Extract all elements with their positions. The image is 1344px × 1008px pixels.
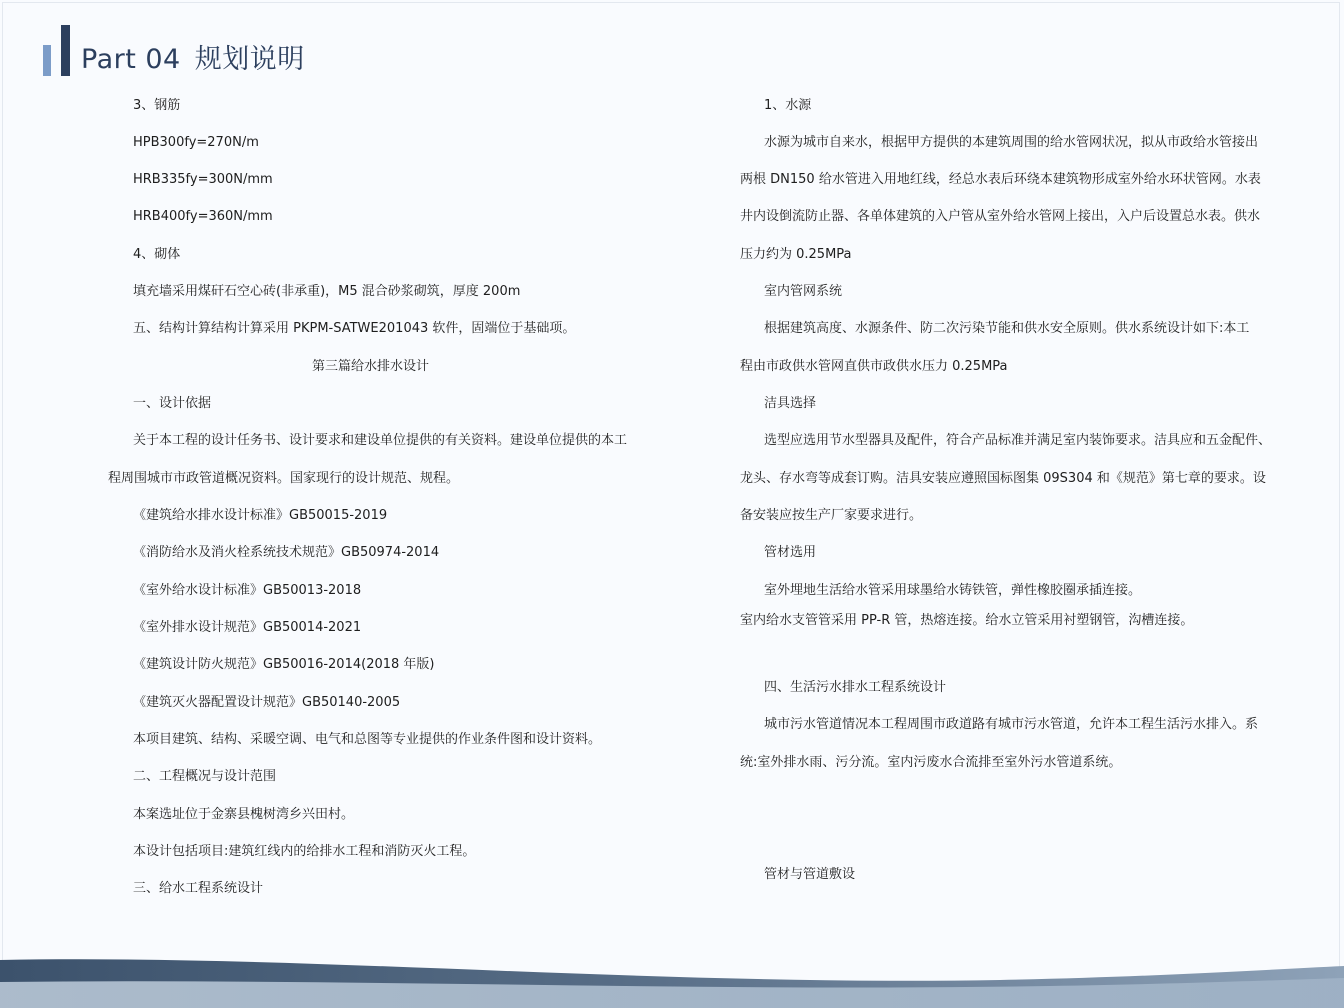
left-line-chapter-title: 第三篇给水排水设计 (312, 359, 430, 374)
right-line-pipe-indoor: 室内给水支管管采用 PP-R 管，热熔连接。给水立管采用衬塑钢管，沟槽连接。 (740, 613, 1194, 628)
left-line-standard-gb50974: 《消防给水及消火栓系统技术规范》GB50974-2014 (133, 545, 440, 560)
right-line-water-source-text-3: 井内设倒流防止器、各单体建筑的入户管从室外给水管网上接出，入户后设置总水表。供水 (740, 209, 1261, 224)
left-line-project-materials: 本项目建筑、结构、采暖空调、电气和总图等专业提供的作业条件图和设计资料。 (133, 732, 602, 747)
footer-wave-decoration (0, 940, 1344, 1008)
left-line-standard-gb50014: 《室外排水设计规范》GB50014-2021 (133, 620, 362, 635)
page-title (81, 40, 305, 80)
left-line-structural-calc: 五、结构计算结构计算采用 PKPM-SATWE201043 软件，固端位于基础项。 (133, 321, 576, 336)
left-line-standard-gb50016: 《建筑设计防火规范》GB50016-2014(2018 年版) (133, 657, 435, 672)
left-line-overview-heading: 二、工程概况与设计范围 (133, 769, 277, 784)
right-line-fixtures-text-3: 备安装应按生产厂家要求进行。 (740, 508, 923, 523)
right-line-pipe-laying-heading: 管材与管道敷设 (764, 867, 856, 882)
left-line-hrb400: HRB400fy=360N/mm (133, 209, 273, 224)
right-line-water-source-text-1: 水源为城市自来水，根据甲方提供的本建筑周围的给水管网状况，拟从市政给水管接出 (764, 135, 1259, 150)
part-number: Part 04 (81, 44, 181, 75)
right-line-fixtures-text-2: 龙头、存水弯等成套订购。洁具安装应遵照国标图集 09S304 和《规范》第七章的要求。设 (740, 471, 1266, 486)
left-line-water-supply-heading: 三、给水工程系统设计 (133, 881, 264, 896)
right-line-sewage-text-1: 城市污水管道情况本工程周围市政道路有城市污水管道，允许本工程生活污水排入。系 (764, 717, 1259, 732)
left-line-standard-gb50015: 《建筑给水排水设计标准》GB50015-2019 (133, 508, 388, 523)
left-line-design-basis-text-2: 程周围城市市政管道概况资料。国家现行的设计规范、规程。 (108, 471, 460, 486)
left-line-hpb300: HPB300fy=270N/m (133, 135, 259, 150)
right-line-water-source-text-2: 两根 DN150 给水管进入用地红线，经总水表后环绕本建筑物形成室外给水环状管网。水表 (740, 172, 1261, 187)
right-line-fixtures-text-1: 选型应选用节水型器具及配件，符合产品标准并满足室内装饰要求。洁具应和五金配件、 (764, 433, 1272, 448)
left-line-design-basis-heading: 一、设计依据 (133, 396, 212, 411)
left-line-design-scope: 本设计包括项目:建筑红线内的给排水工程和消防灭火工程。 (133, 844, 476, 859)
right-line-pipe-materials-heading: 管材选用 (764, 545, 817, 560)
left-line-steel-heading: 3、钢筋 (133, 98, 181, 113)
left-line-site-location: 本案选址位于金寨县槐树湾乡兴田村。 (133, 807, 355, 822)
right-line-indoor-network-text-1: 根据建筑高度、水源条件、防二次污染节能和供水安全原则。供水系统设计如下:本工 (764, 321, 1250, 336)
left-line-standard-gb50140: 《建筑灭火器配置设计规范》GB50140-2005 (133, 695, 401, 710)
left-line-hrb335: HRB335fy=300N/mm (133, 172, 273, 187)
left-line-infill-wall: 填充墙采用煤矸石空心砖(非承重)，M5 混合砂浆砌筑，厚度 200m (133, 284, 521, 299)
right-line-fixtures-heading: 洁具选择 (764, 396, 817, 411)
right-line-water-source-heading: 1、水源 (764, 98, 812, 113)
right-line-sewage-heading: 四、生活污水排水工程系统设计 (764, 680, 947, 695)
right-line-water-source-text-4: 压力约为 0.25MPa (740, 247, 852, 262)
section-title: 规划说明 (194, 44, 305, 75)
left-line-design-basis-text-1: 关于本工程的设计任务书、设计要求和建设单位提供的有关资料。建设单位提供的本工 (133, 433, 628, 448)
accent-bar-dark (61, 25, 70, 76)
right-line-indoor-network-heading: 室内管网系统 (764, 284, 843, 299)
right-line-pipe-outdoor: 室外埋地生活给水管采用球墨给水铸铁管，弹性橡胶圈承插连接。 (764, 583, 1142, 598)
right-line-sewage-text-2: 统:室外排水雨、污分流。室内污废水合流排至室外污水管道系统。 (740, 755, 1122, 770)
accent-bar-light (43, 45, 51, 76)
left-line-masonry-heading: 4、砌体 (133, 247, 181, 262)
left-line-standard-gb50013: 《室外给水设计标准》GB50013-2018 (133, 583, 362, 598)
right-line-indoor-network-text-2: 程由市政供水管网直供市政供水压力 0.25MPa (740, 359, 1008, 374)
